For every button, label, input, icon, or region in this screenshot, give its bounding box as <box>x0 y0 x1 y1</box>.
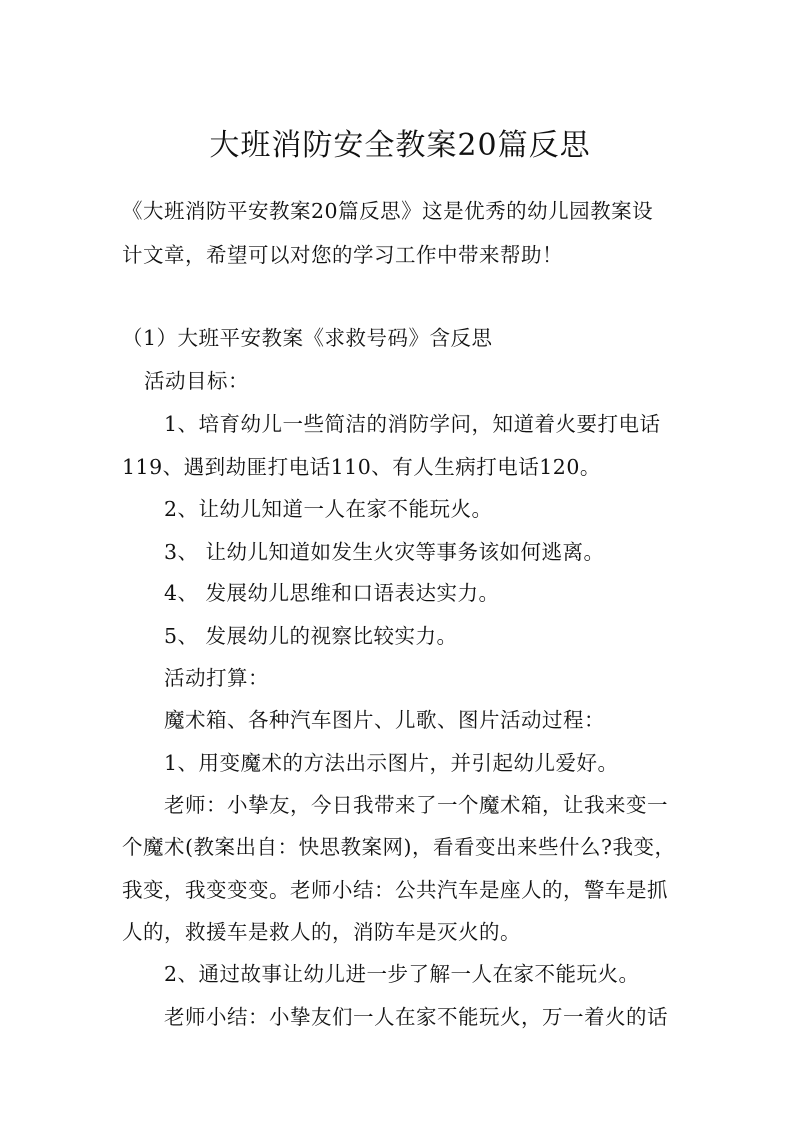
prep-label: 活动打算： <box>164 666 269 690</box>
section-heading: （1）大班平安教案《求救号码》含反思 <box>122 326 493 350</box>
goal-2: 2、让幼儿知道一人在家不能玩火。 <box>164 497 493 521</box>
goal-4: 4、 发展幼儿思维和口语表达实力。 <box>164 581 500 605</box>
intro-line-1: 《大班消防平安教案20篇反思》这是优秀的幼儿园教案设 <box>122 199 654 223</box>
goal-5: 5、 发展幼儿的视察比较实力。 <box>164 624 458 648</box>
goals-label: 活动目标： <box>144 369 249 393</box>
teacher-1-line-2: 个魔术(教案出自：快思教案网)，看看变出来些什么?我变， <box>122 835 676 859</box>
teacher-1-line-1: 老师：小挚友，今日我带来了一个魔术箱，让我来变一 <box>164 793 668 817</box>
teacher-1-line-3: 我变，我变变变。老师小结：公共汽车是座人的，警车是抓 <box>122 878 668 902</box>
goal-3: 3、 让幼儿知道如发生火灾等事务该如何逃离。 <box>164 540 605 564</box>
step-1: 1、用变魔术的方法出示图片，并引起幼儿爱好。 <box>164 751 619 775</box>
prep-text: 魔术箱、各种汽车图片、儿歌、图片活动过程： <box>164 708 605 732</box>
teacher-1-line-4: 人的，救援车是救人的，消防车是灭火的。 <box>122 920 521 944</box>
teacher-2-line-1: 老师小结：小挚友们一人在家不能玩火，万一着火的话 <box>164 1005 668 1029</box>
goal-1-line-1: 1、培育幼儿一些简洁的消防学问，知道着火要打电话 <box>164 412 661 436</box>
document-title: 大班消防安全教案20篇反思 <box>209 128 591 163</box>
intro-line-2: 计文章，希望可以对您的学习工作中带来帮助！ <box>122 243 563 267</box>
goal-1-line-2: 119、遇到劫匪打电话110、有人生病打电话120。 <box>122 455 601 479</box>
step-2: 2、通过故事让幼儿进一步了解一人在家不能玩火。 <box>164 962 640 986</box>
